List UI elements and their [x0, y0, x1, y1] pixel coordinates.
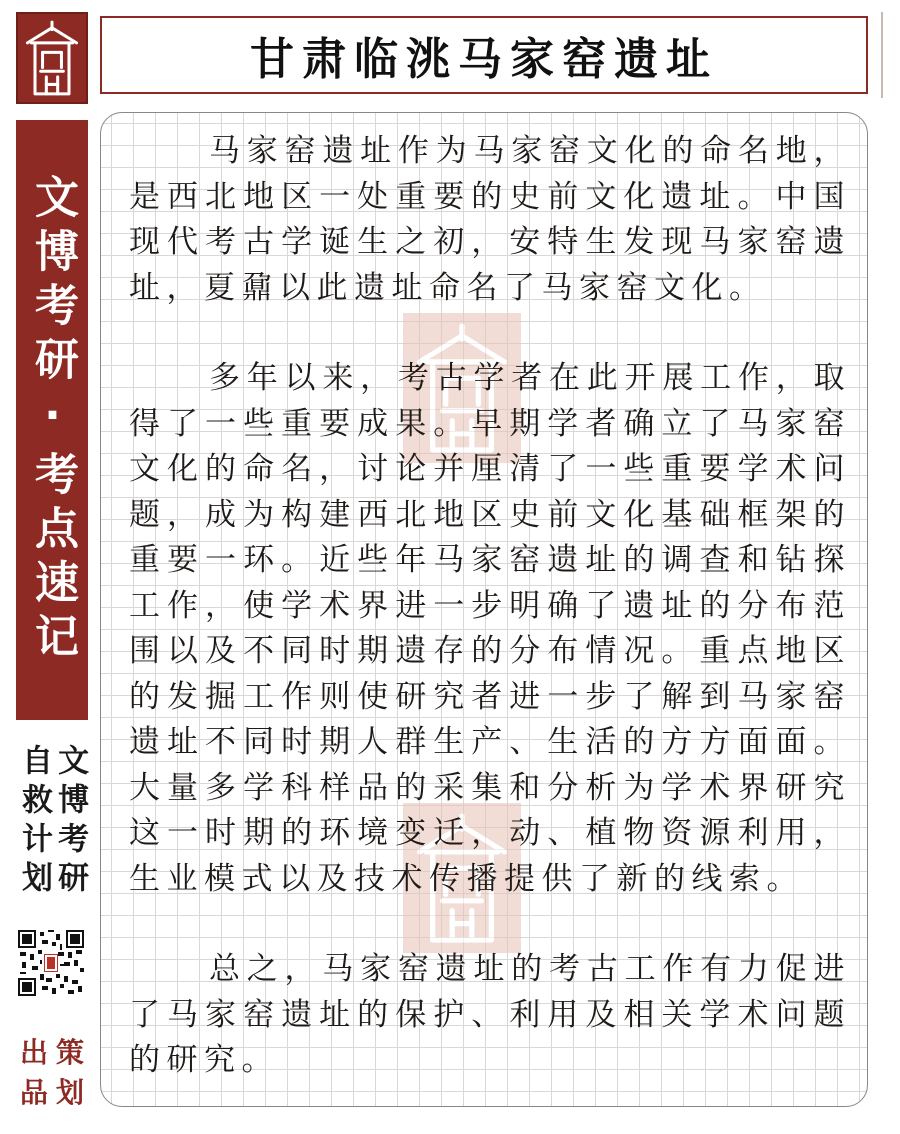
column-label: 文博考研·考点速记 — [27, 173, 78, 667]
qr-code-icon[interactable] — [18, 930, 84, 996]
credit-char-2: 策 — [55, 1036, 84, 1069]
credit-char-3: 品 — [19, 1076, 48, 1109]
credit-block — [16, 1034, 88, 1114]
credit-char-4: 划 — [55, 1076, 84, 1109]
paragraph: 马家窑遗址作为马家窑文化的命名地，是西北地区一处重要的史前文化遗址。中国现代考古学诞生之初，安特生发现马家窑遗址，夏鼐以此遗址命名了马家窑文化。 — [129, 133, 851, 306]
motto — [16, 744, 88, 914]
article-card — [100, 112, 868, 1107]
credit-char-1: 出 — [19, 1036, 48, 1069]
page-title: 甘肃临洮马家窑遗址 — [250, 34, 718, 85]
article-body — [129, 129, 851, 1084]
motto-column-1: 文博考研 — [52, 744, 89, 900]
column-label-banner — [16, 120, 88, 720]
motto-column-2: 自救计划 — [16, 744, 52, 900]
edge-rule — [873, 12, 883, 98]
title-banner — [100, 16, 868, 94]
logo-seal-icon — [16, 12, 88, 104]
paragraph: 多年以来，考古学者在此开展工作，取得了一些重要成果。早期学者确立了马家窑文化的命名，讨论并厘清了一些重要学术问题，成为构建西北地区史前文化基础框架的重要一环。近些年马家窑遗址的调查和钻探工作，使学术界进一步明确了遗址的分布范围以及不同时期遗存的分布情况。重点地区的发掘工作则使研究者进一步了解到马家窑遗址不同时期人群生产、生活的方方面面。大量多学科样品的采集和分析为学术界研究这一时期的环境变迁，动、植物资源利用，生业模式以及技术传播提供了新的线索。 — [129, 360, 851, 897]
paragraph: 总之，马家窑遗址的考古工作有力促进了马家窑遗址的保护、利用及相关学术问题的研究。 — [129, 951, 851, 1078]
